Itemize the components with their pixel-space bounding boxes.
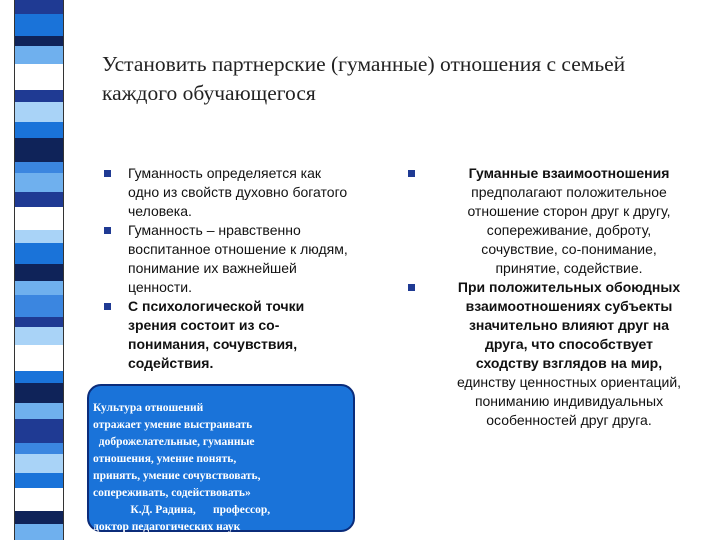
stripe-band [15,454,63,473]
stripe-band [15,403,63,419]
item-text: содействия. [128,355,214,371]
item-text: сочувствие, со-понимание, [481,241,657,257]
stripe-band [15,122,63,138]
decorative-stripe [14,0,64,540]
item-text: Гуманность определяется как [128,165,322,181]
stripe-band [15,524,63,540]
stripe-band [15,295,63,317]
quote-line: отражает умение выстраивать [93,419,253,431]
quote-line: принять, умение сочувствовать, [93,470,261,482]
item-text: принятие, содействие. [495,260,643,276]
quote-line: К.Д. Радина, профессор, [93,504,271,516]
stripe-band [15,36,63,46]
quote-box [87,384,355,532]
stripe-band [15,230,63,243]
item-text: понимание их важнейшей [128,260,297,276]
item-text: воспитанное отношение к людям, [128,241,348,257]
quote-line: Культура отношений [93,402,204,414]
item-text: взаимоотношениях субъекты [465,298,673,314]
item-text: зрения состоит из со- [128,317,280,333]
stripe-band [15,162,63,173]
stripe-band [15,14,63,36]
stripe-band [15,46,63,64]
stripe-band [15,345,63,371]
title-line-1: Установить партнерские (гуманные) отношения с семьей [102,52,626,76]
item-text: единству ценностных ориентаций, [456,374,682,390]
stripe-band [15,419,63,443]
item-text: Гуманные взаимоотношения [468,165,670,181]
stripe-band [15,511,63,524]
stripe-band [15,0,63,14]
stripe-band [15,138,63,162]
stripe-band [15,64,63,90]
left-column [104,164,376,373]
list-item [104,164,376,221]
item-text: особенностей друг друга. [486,412,652,428]
stripe-band [15,443,63,454]
list-item [408,164,708,278]
stripe-band [15,90,63,102]
list-item [104,221,376,297]
bullet-icon [104,303,111,310]
item-text: пониманию индивидуальных [474,393,664,409]
quote-line: сопереживать, содействовать» [93,487,251,499]
right-column [408,164,708,430]
title-line-2: каждого обучающегося [102,81,316,105]
item-text: значительно влияют друг на [468,317,670,333]
stripe-band [15,243,63,264]
stripe-band [15,317,63,327]
bullet-icon [408,284,415,291]
item-text: При положительных обоюдных [457,279,681,295]
item-text: С психологической точки [128,298,305,314]
item-text: отношение сторон друг к другу, [467,203,671,219]
bullet-icon [104,170,111,177]
stripe-band [15,473,63,488]
quote-line: доброжелательные, гуманные [93,436,255,448]
item-text: человека. [128,203,192,219]
stripe-band [15,383,63,403]
item-text: сходству взглядов на мир, [475,355,663,371]
stripe-band [15,327,63,345]
stripe-band [15,488,63,511]
item-text: предполагают положительное [471,184,667,200]
item-text: сопереживание, доброту, [486,222,652,238]
item-text: Гуманность – нравственно [128,222,301,238]
item-text: одно из свойств духовно богатого [128,184,348,200]
list-item [408,278,708,430]
stripe-band [15,102,63,122]
bullet-icon [104,227,111,234]
bullet-icon [408,170,415,177]
item-text: ценности. [128,279,193,295]
stripe-band [15,192,63,207]
item-text: понимания, сочувствия, [128,336,298,352]
stripe-band [15,207,63,230]
stripe-band [15,264,63,281]
quote-line: доктор педагогических наук [93,521,241,533]
slide-title [102,50,702,108]
stripe-band [15,371,63,383]
quote-line: отношения, умение понять, [93,453,237,465]
item-text: друга, что способствует [484,336,654,352]
stripe-band [15,173,63,192]
stripe-band [15,281,63,295]
list-item [104,297,376,373]
